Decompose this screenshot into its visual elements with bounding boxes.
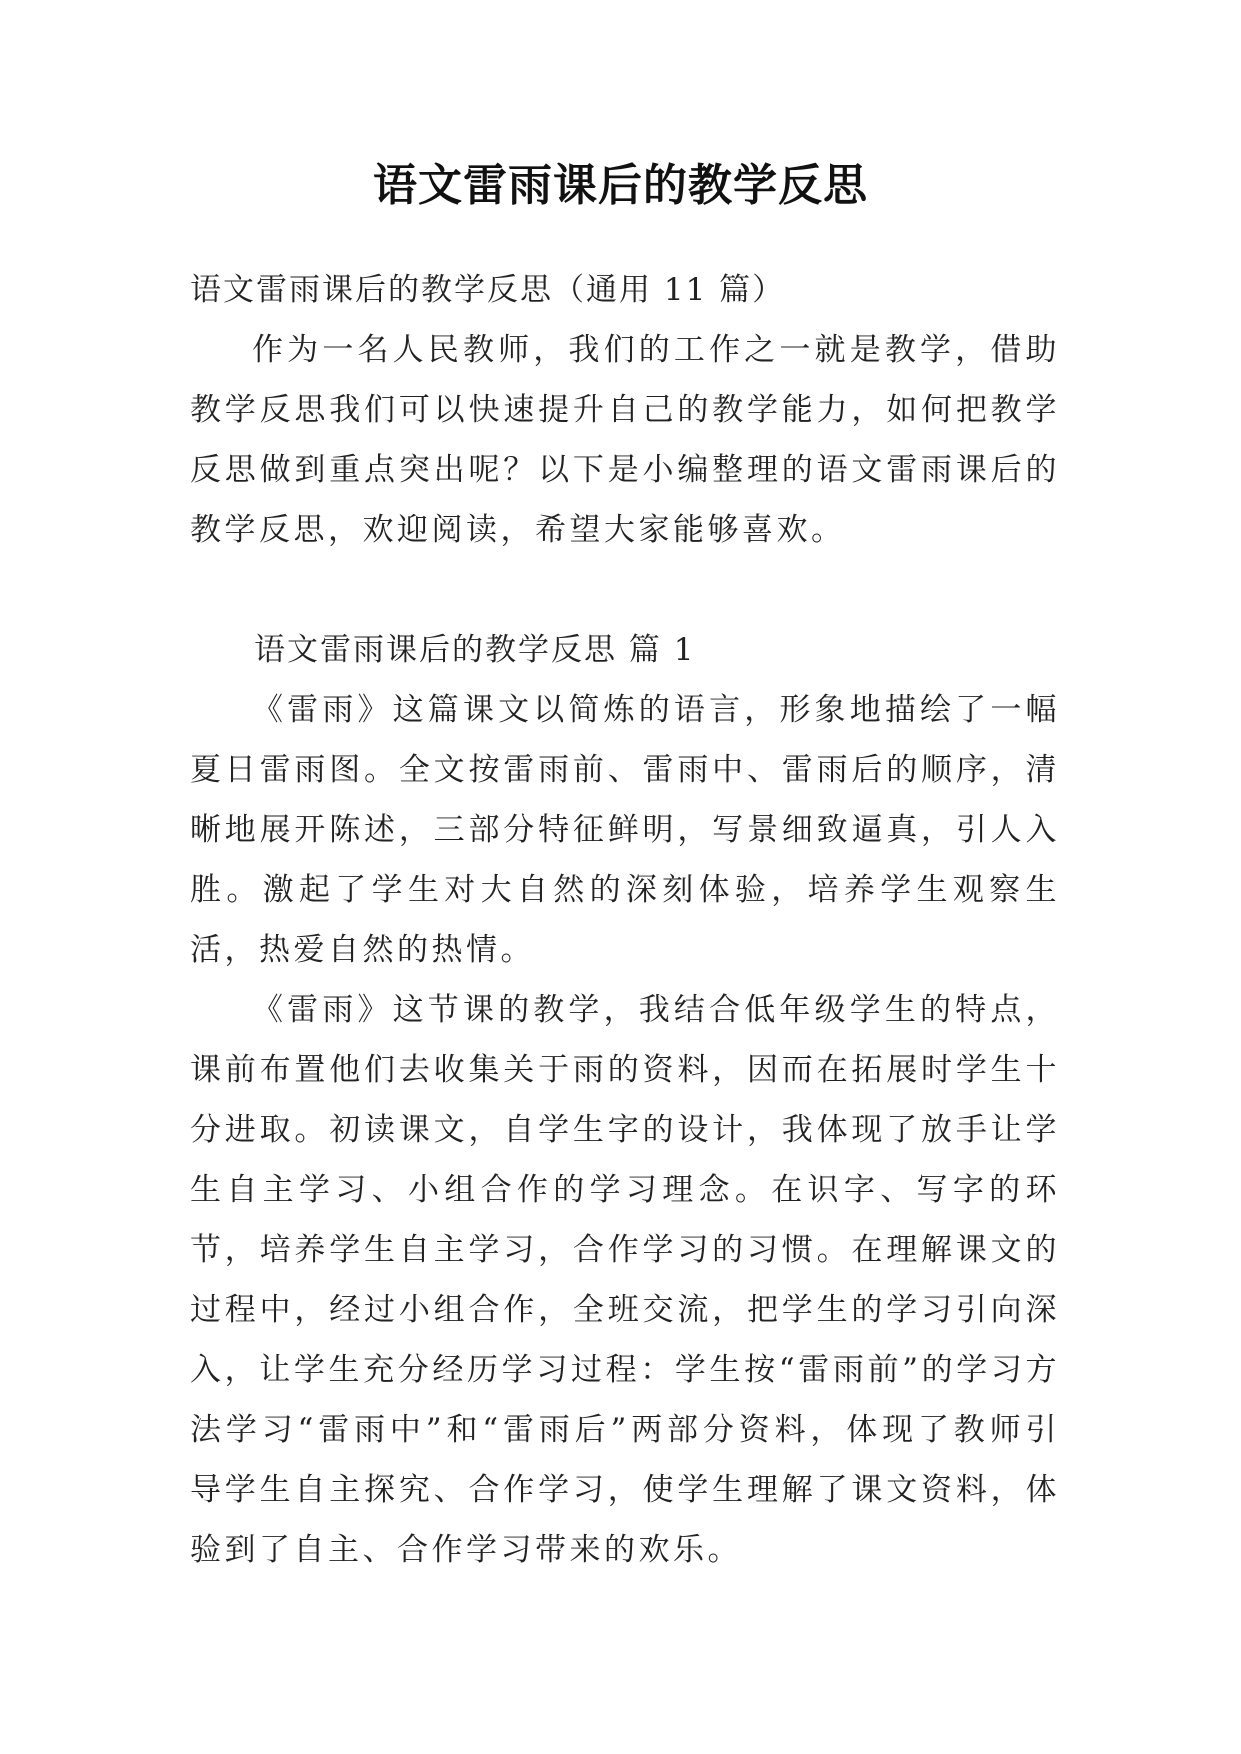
intro-paragraph: 作为一名人民教师，我们的工作之一就是教学，借助教学反思我们可以快速提升自己的教学能力，如何把教学反思做到重点突出呢？以下是小编整理的语文雷雨课后的教学反思，欢迎阅读，希望大家能够喜欢。 <box>190 332 1060 548</box>
document-title: 语文雷雨课后的教学反思 <box>373 160 868 211</box>
section-heading: 语文雷雨课后的教学反思 篇 1 <box>254 632 696 668</box>
document-body <box>190 260 1060 1580</box>
body-paragraph-1: 《雷雨》这篇课文以简炼的语言，形象地描绘了一幅夏日雷雨图。全文按雷雨前、雷雨中、雷雨后的顺序，清晰地展开陈述，三部分特征鲜明，写景细致逼真，引人入胜。激起了学生对大自然的深刻体验，培养学生观察生活，热爱自然的热情。 <box>190 692 1060 968</box>
body-paragraph-2: 《雷雨》这节课的教学，我结合低年级学生的特点，课前布置他们去收集关于雨的资料，因而在拓展时学生十分进取。初读课文，自学生字的设计，我体现了放手让学生自主学习、小组合作的学习理念。在识字、写字的环节，培养学生自主学习，合作学习的习惯。在理解课文的过程中，经过小组合作，全班交流，把学生的学习引向深入，让学生充分经历学习过程：学生按“雷雨前”的学习方法学习“雷雨中”和“雷雨后”两部分资料，体现了教师引导学生自主探究、合作学习，使学生理解了课文资料，体验到了自主、合作学习带来的欢乐。 <box>190 992 1060 1568</box>
document-subtitle: 语文雷雨课后的教学反思（通用 11 篇） <box>190 272 786 308</box>
